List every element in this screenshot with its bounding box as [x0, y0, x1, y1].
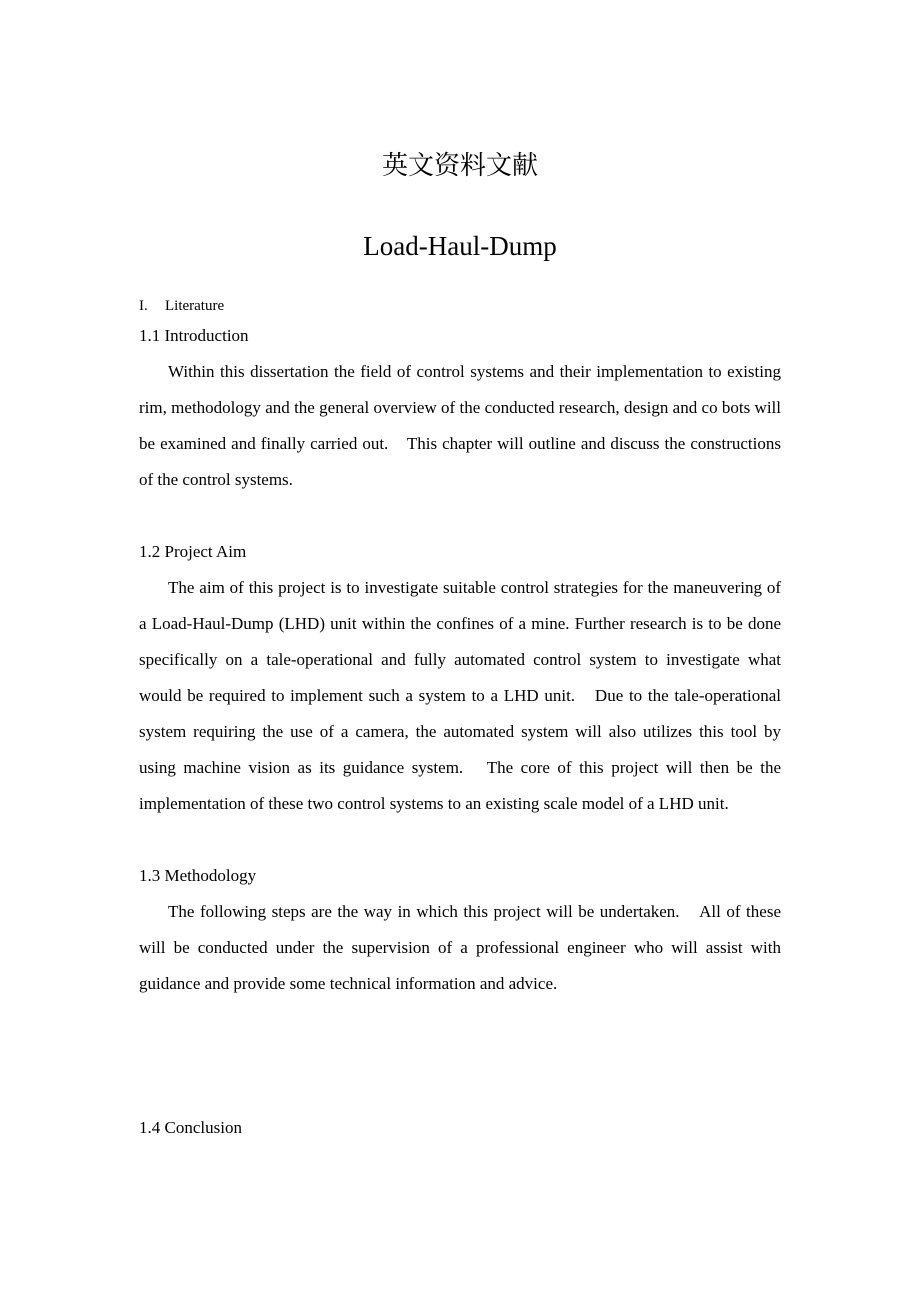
paragraph-spacer	[139, 822, 781, 858]
section-heading-conclusion: 1.4 Conclusion	[139, 1118, 242, 1137]
paragraph-spacer	[139, 498, 781, 534]
document-title-english: Load-Haul-Dump	[363, 231, 557, 261]
part-heading	[139, 297, 224, 315]
part-number: I.	[139, 298, 148, 314]
document-title-chinese: 英文资料文献	[381, 151, 538, 181]
section-heading-methodology: 1.3 Methodology	[139, 866, 257, 885]
part-label: Literature	[165, 298, 225, 314]
paragraph-spacer	[139, 1002, 781, 1110]
document-body	[139, 318, 781, 1146]
section-paragraph-methodology: The following steps are the way in which this project will be undertaken. All of these will be conducted under the supervision of a professional engineer who will assist with guidance and provide some technical information and advice.	[139, 902, 781, 993]
section-paragraph-project-aim: The aim of this project is to investigate suitable control strategies for the maneuvering of a Load-Haul-Dump (LHD) unit within the confines of a mine. Further research is to be done specifically on a tale-operational and fully automated control system to investigate what would be required to implement such a system to a LHD unit. Due to the tale-operational system requiring the use of a camera, the automated system will also utilizes this tool by using machine vision as its guidance system. The core of this project will then be the implementation of these two control systems to an existing scale model of a LHD unit.	[139, 578, 781, 813]
section-paragraph-introduction: Within this dissertation the field of control systems and their implementation to existing rim, methodology and the general overview of the conducted research, design and co bots will be examined and finally carried out. This chapter will outline and discuss the constructions of the control systems.	[139, 362, 781, 489]
section-heading-introduction: 1.1 Introduction	[139, 326, 249, 345]
section-heading-project-aim: 1.2 Project Aim	[139, 542, 247, 561]
